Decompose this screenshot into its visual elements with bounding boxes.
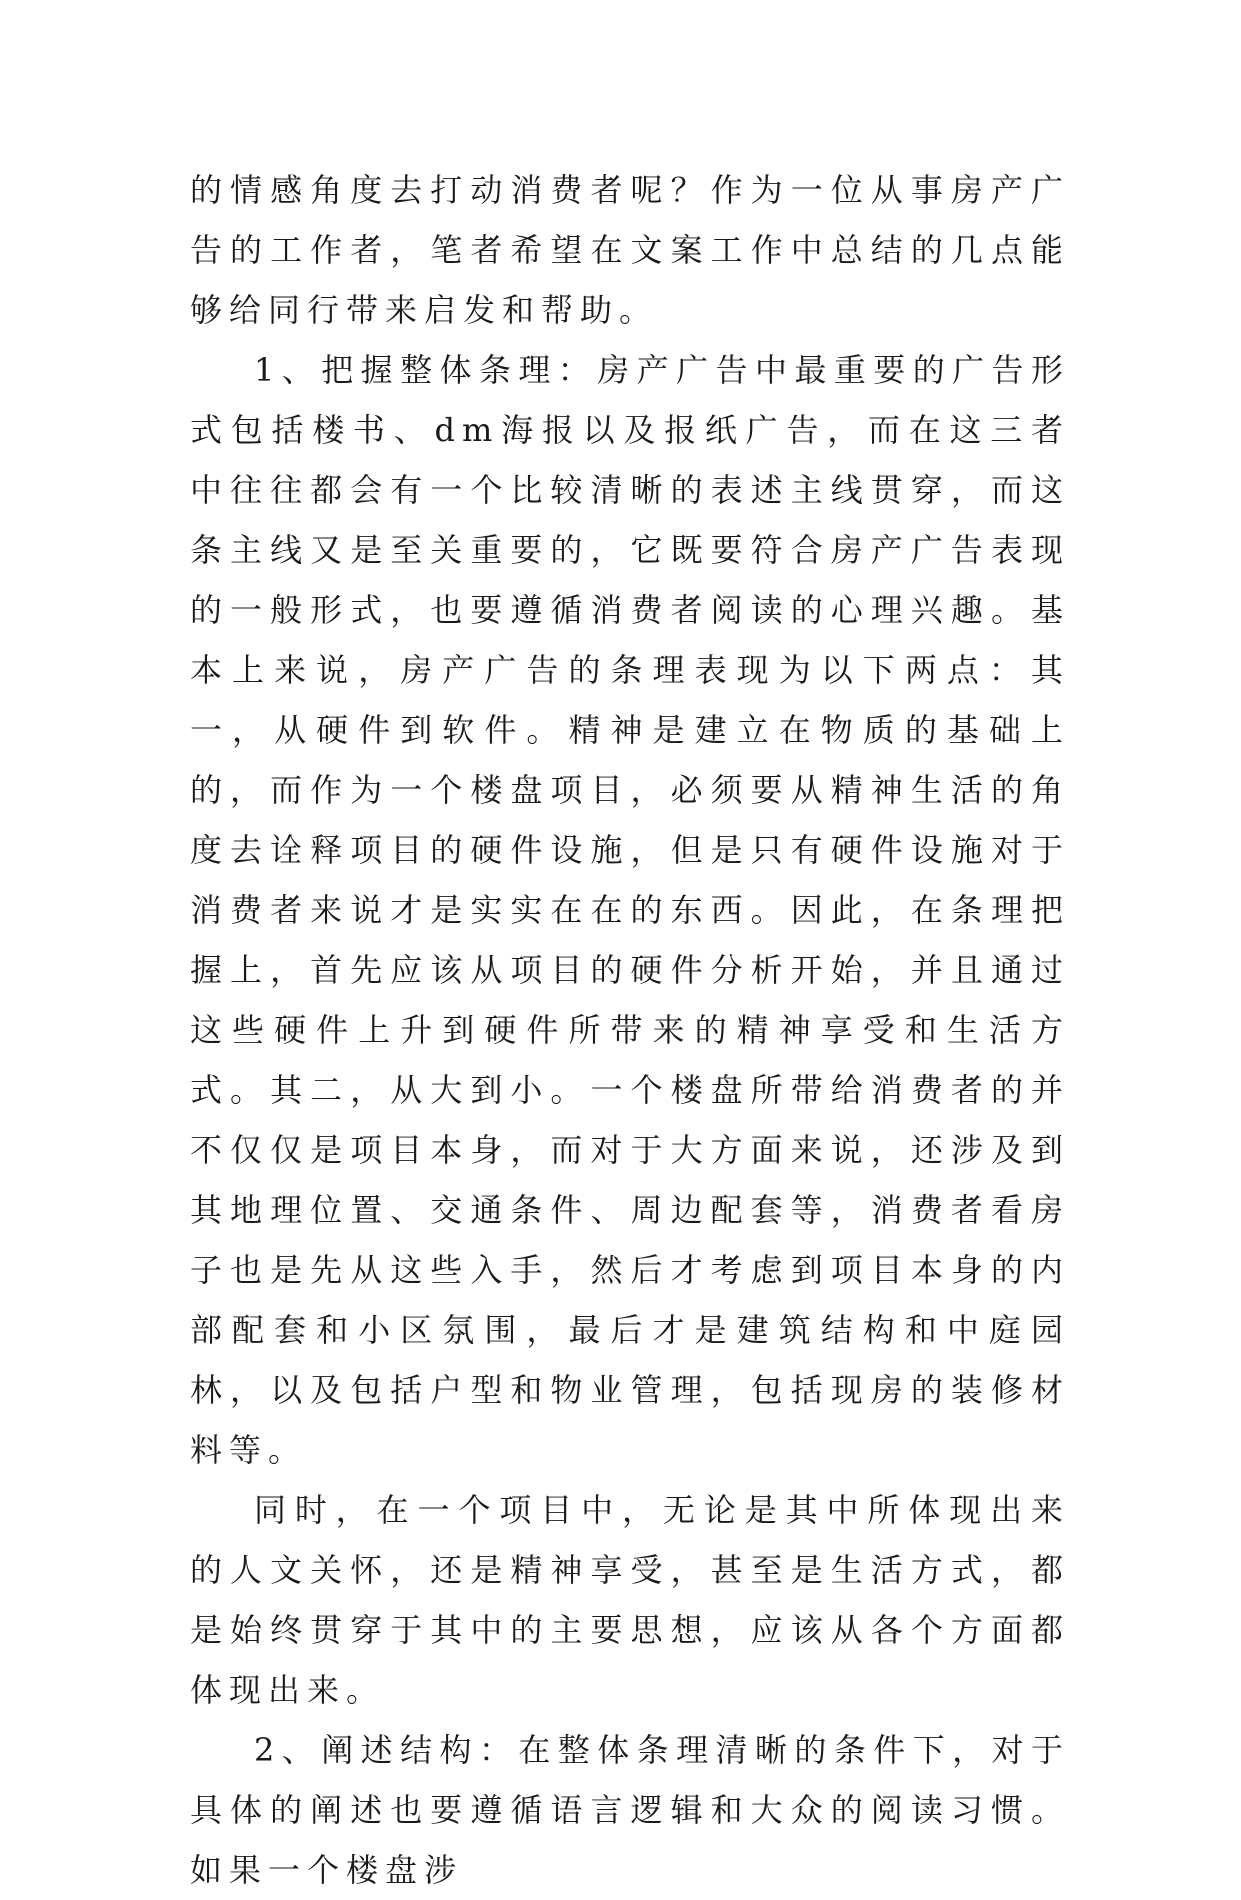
body-text <box>190 160 1070 1900</box>
paragraph-4: 2、阐述结构：在整体条理清晰的条件下，对于具体的阐述也要遵循语言逻辑和大众的阅读习惯。如果一个楼盘涉 <box>190 1731 1070 1889</box>
paragraph-2: 1、把握整体条理：房产广告中最重要的广告形式包括楼书、dm海报以及报纸广告，而在这三者中往往都会有一个比较清晰的表述主线贯穿，而这条主线又是至关重要的，它既要符合房产广告表现的一般形式，也要遵循消费者阅读的心理兴趣。基本上来说，房产广告的条理表现为以下两点：其一，从硬件到软件。精神是建立在物质的基础上的，而作为一个楼盘项目，必须要从精神生活的角度去诠释项目的硬件设施，但是只有硬件设施对于消费者来说才是实实在在的东西。因此，在条理把握上，首先应该从项目的硬件分析开始，并且通过这些硬件上升到硬件所带来的精神享受和生活方式。其二，从大到小。一个楼盘所带给消费者的并不仅仅是项目本身，而对于大方面来说，还涉及到其地理位置、交通条件、周边配套等，消费者看房子也是先从这些入手，然后才考虑到项目本身的内部配套和小区氛围，最后才是建筑结构和中庭园林，以及包括户型和物业管理，包括现房的装修材料等。 <box>190 351 1070 1469</box>
paragraph-3: 同时，在一个项目中，无论是其中所体现出来的人文关怀，还是精神享受，甚至是生活方式，都是始终贯穿于其中的主要思想，应该从各个方面都体现出来。 <box>190 1491 1070 1709</box>
paragraph-1: 的情感角度去打动消费者呢？作为一位从事房产广告的工作者，笔者希望在文案工作中总结的几点能够给同行带来启发和帮助。 <box>190 171 1070 329</box>
